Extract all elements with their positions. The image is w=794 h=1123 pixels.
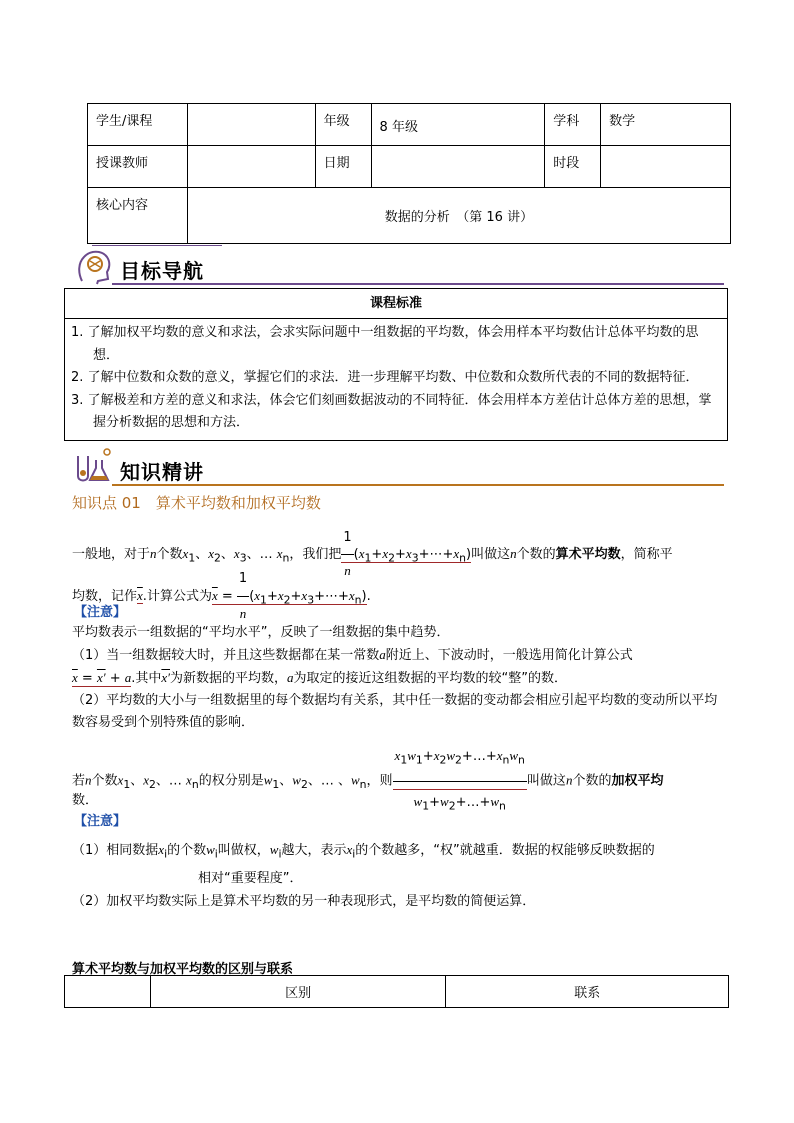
student-value[interactable] [187,104,315,146]
subject-label: 学科 [545,104,601,146]
core-label: 核心内容 [88,188,188,244]
mean-formula-1: $\frac{1}{n}$ $(x_1+x_2+x_3+\cdots+x_n)$ [341,547,471,563]
period-label: 时段 [545,146,601,188]
info-table [87,103,731,244]
grade-value: 8 年级 [371,104,545,146]
period-value[interactable] [601,146,731,188]
note1-line3: $\overline{x} = x' + a$.其中x′为新数据的平均数，a为取定的接近这组数据的平均数的较“整”的数． [72,670,568,686]
student-label: 学生/课程 [88,104,188,146]
knowledge-point-title: 知识点 01 算术平均数和加权平均数 [72,494,321,512]
date-value[interactable] [371,146,545,188]
standards-item-2: 2. 了解中位数和众数的意义，掌握它们的求法．进一步理解平均数、中位数和众数所代表的不同的数据特征． [71,370,699,385]
section-knowledge-rule [112,484,724,486]
note2-line2: 相对“重要程度”． [198,871,303,886]
grade-label: 年级 [315,104,371,146]
date-label: 日期 [315,146,371,188]
subject-value: 数学 [601,104,731,146]
flask-icon [72,446,114,486]
standards-item-1: 1. 了解加权平均数的意义和求法，会求实际问题中一组数据的平均数，体会用样本平均数估计总体平均数的思想． [71,325,699,363]
note2-line1: （1）相同数据$x_i$的个数$w_i$叫做权，$w_i$越大，表示$x_i$的个数越多，“权”就越重．数据的权能够反映数据的 [72,842,655,861]
compare-col-connection: 联系 [446,976,729,1008]
compare-col-difference: 区别 [150,976,446,1008]
weighted-mean-formula: $\frac{x_1w_1+x_2w_2+\dots+x_nw_n}{w_1+w_2+\dots+w_n}$ [393,774,527,790]
note1-line2: （1）当一组数据较大时，并且这些数据都在某一常数a附近上、下波动时，一般选用简化计算公式 [72,647,633,663]
note1-body [72,622,724,734]
compare-title: 算术平均数与加权平均数的区别与联系 [72,962,294,977]
standards-title: 课程标准 [65,289,727,319]
core-value: 数据的分析 （第 16 讲） [187,188,730,244]
section-goal-header [68,245,724,285]
head-brain-icon [74,247,114,285]
section-goal-title: 目标导航 [120,259,204,283]
section-knowledge-title: 知识精讲 [120,460,204,484]
arithmetic-mean-definition: 一般地，对于n个数$x_1$、$x_2$、$x_3$、… $x_n$，我们把 $\frac{1}{n}$ $(x_1+x_2+x_3+\cdots+x_n)$叫做这n个数的算术平均数，简称平 [72,522,724,587]
note1-line1: 平均数表示一组数据的“平均水平”，反映了一组数据的集中趋势． [72,625,450,640]
teacher-label: 授课教师 [88,146,188,188]
section-goal-rule [112,283,724,285]
note-label-2: 【注意】 [74,814,127,829]
teacher-value[interactable] [187,146,315,188]
compare-corner-cell [65,976,151,1008]
note1-line4: （2）平均数的大小与一组数据里的每个数据均有关系，其中任一数据的变动都会相应引起平均数的变动所以平均数容易受到个别特殊值的影响． [72,693,718,730]
compare-table [64,975,729,1008]
mean-formula-2: $\overline{x}$ = $\frac{1}{n}$ $(x_1+x_2+x_3+\cdots+x_n)$ [212,589,367,605]
section-goal-topline [92,245,222,246]
weighted-mean-tail: 数． [72,793,99,808]
weighted-mean-definition: 若n个数$x_1$、$x_2$、… $x_n$的权分别是$w_1$、$w_2$、… 、$w_n$，则 $\frac{x_1w_1+x_2w_2+\dots+x_nw_n}{w_1+w_2+\dots+w_n}$ 叫做这n个数的加权平均 [72,736,724,826]
note-label-1: 【注意】 [74,605,127,620]
standards-item-3: 3. 了解极差和方差的意义和求法，体会它们刻画数据波动的不同特征．体会用样本方差估计总体方差的思想，掌握分析数据的思想和方法． [71,392,712,430]
standards-table [64,288,728,441]
arithmetic-mean-formula: 均数，记作$\overline{x}$.计算公式为$\overline{x}$ = $\frac{1}{n}$ $(x_1+x_2+x_3+\cdots+x_n)$. [72,562,724,631]
note2-line3: （2）加权平均数实际上是算术平均数的另一种表现形式，是平均数的简便运算． [72,894,536,909]
section-knowledge-header [68,446,724,486]
